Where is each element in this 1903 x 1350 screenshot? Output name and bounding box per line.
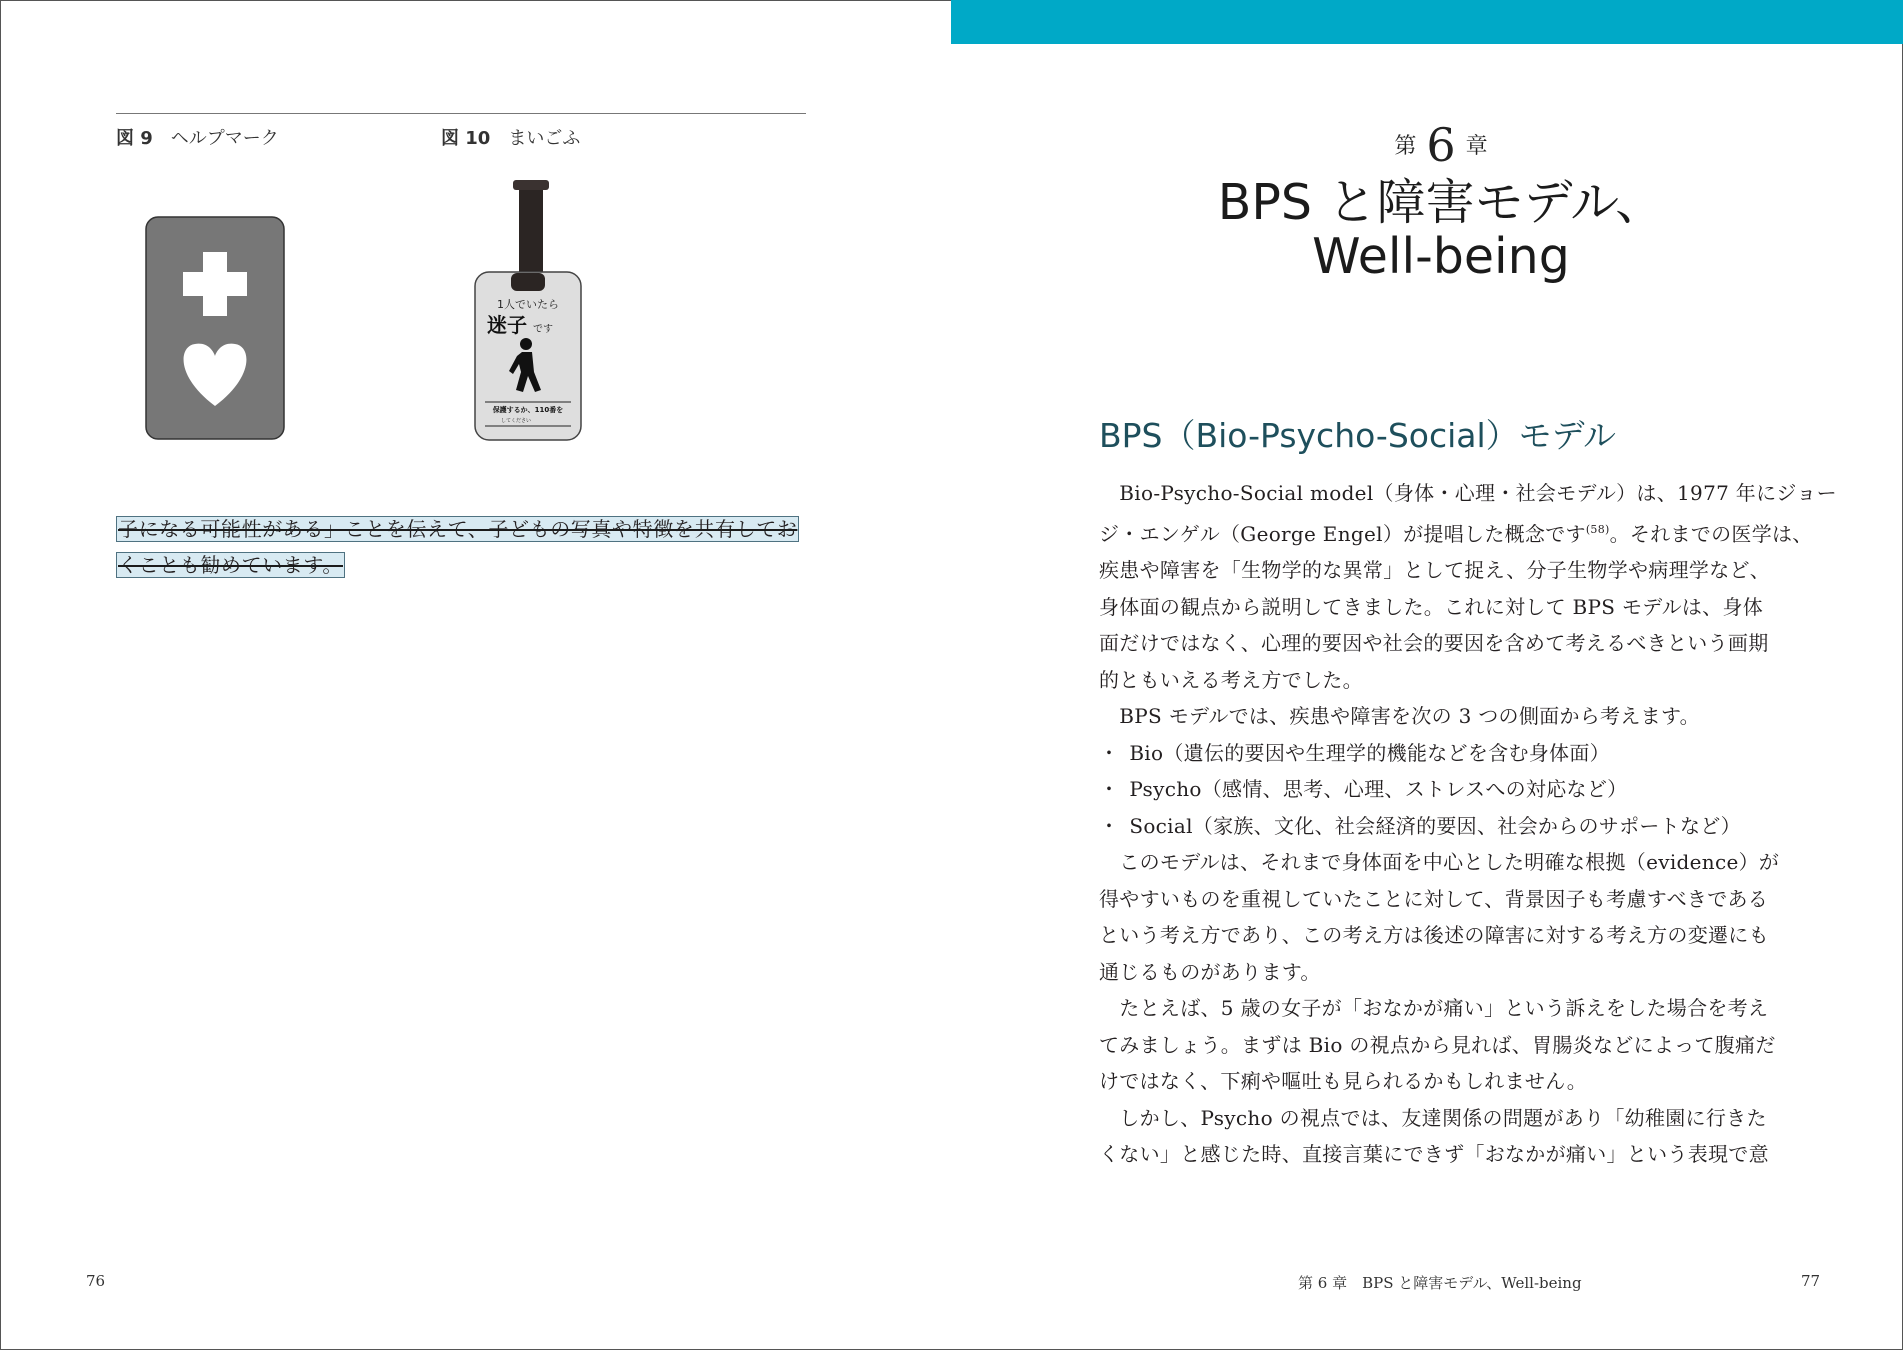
chapter-accent-bar	[951, 0, 1903, 44]
highlighted-line[interactable]	[116, 547, 806, 583]
tag-line2-small: です	[533, 324, 553, 335]
chapter-title-line1: BPS と障害モデル、	[1217, 174, 1665, 231]
figure-9-caption	[116, 124, 279, 150]
bullet-dot: ・	[1099, 740, 1120, 765]
chapter-prefix: 第	[1394, 134, 1417, 159]
chapter-suffix: 章	[1465, 134, 1488, 159]
figure-10-title: まいごふ	[508, 128, 581, 149]
figure-10-number: 図 10	[441, 128, 491, 149]
body-line: 通じるものがあります。	[1099, 959, 1321, 984]
highlight-strike-span[interactable]: 子になる可能性がある」ことを伝えて、子どもの写真や特徴を共有してお	[118, 517, 798, 541]
body-line: けではなく、下痢や嘔吐も見られるかもしれません。	[1099, 1069, 1587, 1093]
page-number-right: 77	[1801, 1272, 1821, 1290]
highlight-strike-span[interactable]: くことも勧めています。	[118, 553, 343, 577]
maigo-tag-image	[473, 180, 583, 442]
body-line: BPS モデルでは、疾患や障害を次の 3 つの側面から考えます。	[1099, 704, 1700, 728]
section-heading: BPS（Bio-Psycho-Social）モデル	[1099, 416, 1617, 455]
chapter-title-line2: Well-being	[1312, 228, 1570, 285]
body-line: くない」と感じた時、直接言葉にできず「おなかが痛い」という表現で意	[1099, 1142, 1769, 1166]
highlighted-line[interactable]	[116, 511, 806, 547]
tag-footer1: 保護するか、110番を	[492, 406, 564, 414]
body-line: という考え方であり、この考え方は後述の障害に対する考え方の変遷にも	[1099, 923, 1769, 947]
bullet-dot: ・	[1099, 777, 1120, 801]
figure-10-caption	[441, 124, 580, 150]
bullet-text: Psycho（感情、思考、心理、ストレスへの対応など）	[1129, 777, 1628, 801]
help-mark-icon	[145, 216, 285, 440]
body-line: 面だけではなく、心理的要因や社会的要因を含めて考えるべきという画期	[1099, 631, 1769, 655]
body-line: 得やすいものを重視していたことに対して、背景因子も考慮すべきである	[1099, 886, 1769, 911]
body-line: 疾患や障害を「生物学的な異常」として捉え、分子生物学や病理学など、	[1099, 558, 1771, 582]
chapter-title	[1151, 176, 1731, 284]
figure-top-rule	[116, 113, 806, 114]
running-head: 第 6 章 BPS と障害モデル、Well-being	[1298, 1274, 1582, 1292]
tag-line1: 1人でいたら	[497, 298, 559, 311]
highlighted-paragraph[interactable]	[116, 511, 806, 583]
figure-9-title: ヘルプマーク	[170, 128, 279, 149]
body-text	[1099, 475, 1837, 1173]
left-page	[0, 0, 951, 1350]
citation-superscript: (58)	[1585, 522, 1610, 536]
figure-9-number: 図 9	[116, 128, 153, 149]
bullet-text: Bio（遺伝的要因や生理学的機能などを含む身体面）	[1129, 740, 1610, 765]
chapter-number: 6	[1426, 118, 1456, 172]
body-line: このモデルは、それまで身体面を中心とした明確な根拠（evidence）が	[1099, 850, 1780, 874]
body-line: 身体面の観点から説明してきました。これに対して BPS モデルは、身体	[1099, 594, 1764, 619]
body-line: てみましょう。まずは Bio の視点から見れば、胃腸炎などによって腹痛だ	[1099, 1032, 1776, 1057]
body-line: 的ともいえる考え方でした。	[1099, 667, 1363, 692]
page-number-left: 76	[86, 1272, 106, 1290]
body-line-part: ジ・エンゲル（George Engel）が提唱した概念です	[1099, 521, 1586, 546]
body-line: Bio-Psycho-Social model（身体・心理・社会モデル）は、1977 年にジョー	[1099, 481, 1837, 505]
body-line: しかし、Psycho の視点では、友達関係の問題があり「幼稚園に行きた	[1099, 1105, 1767, 1130]
body-line: たとえば、5 歳の女子が「おなかが痛い」という訴えをした場合を考え	[1099, 996, 1769, 1020]
chapter-label	[1171, 118, 1711, 172]
bullet-item	[1099, 808, 1789, 845]
bullet-text: Social（家族、文化、社会経済的要因、社会からのサポートなど）	[1129, 813, 1741, 838]
tag-line2-big: 迷子	[487, 313, 527, 337]
bullet-item	[1099, 735, 1789, 772]
body-line-part: 。それまでの医学は、	[1609, 521, 1813, 546]
bullet-dot: ・	[1099, 813, 1120, 838]
body-line	[1099, 512, 1813, 553]
tag-footer2: してください	[501, 418, 532, 424]
bullet-item	[1099, 771, 1789, 808]
